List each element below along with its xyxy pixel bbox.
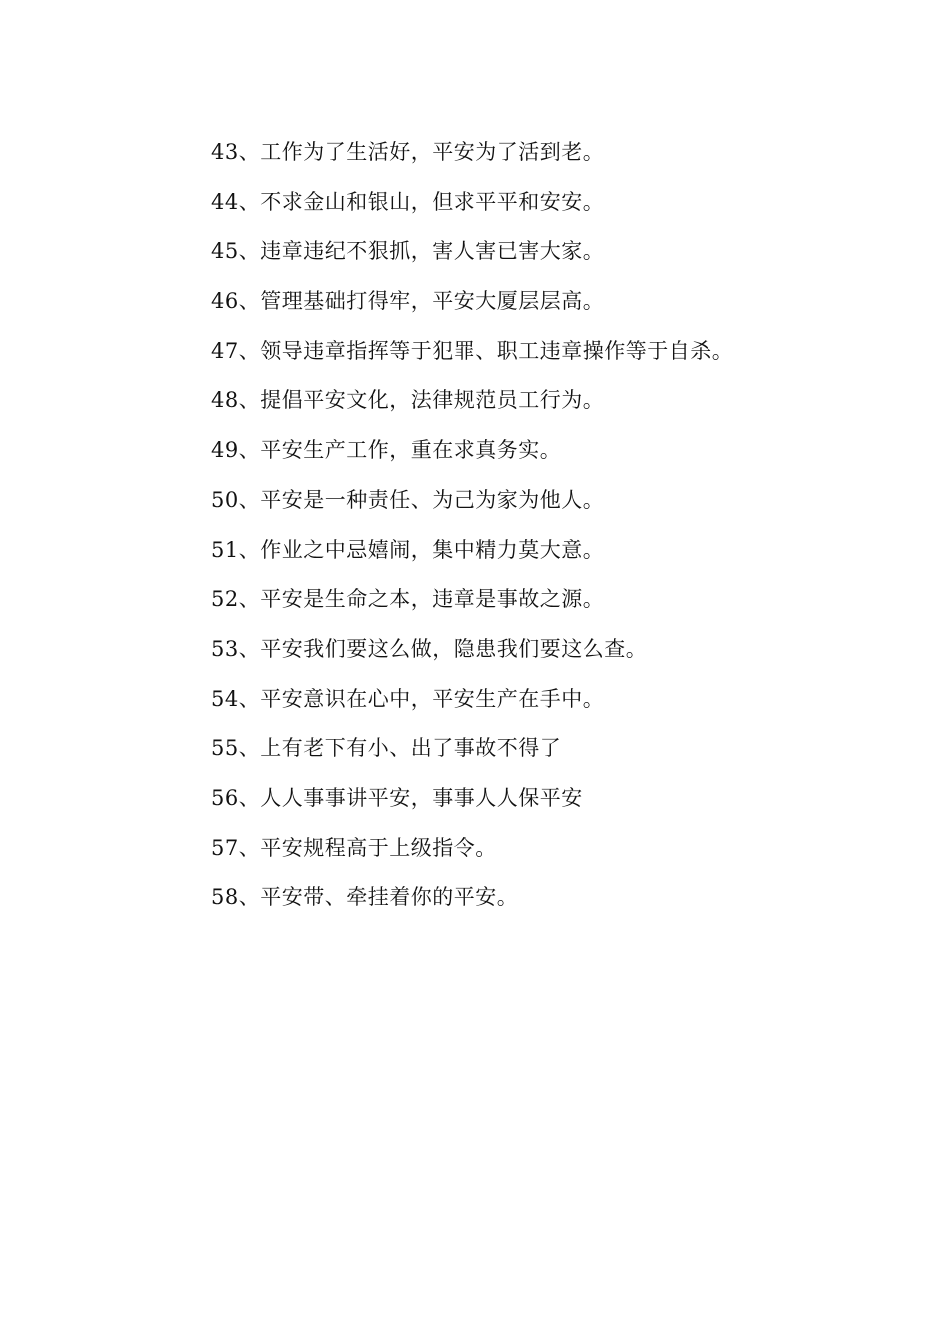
list-item: 54、平安意识在心中，平安生产在手中。 (211, 686, 605, 711)
list-item: 51、作业之中忌嬉闹，集中精力莫大意。 (211, 537, 605, 562)
list-item: 48、提倡平安文化，法律规范员工行为。 (211, 388, 605, 413)
list-item: 57、平安规程高于上级指令。 (211, 835, 497, 860)
list-item: 55、上有老下有小、出了事故不得了 (211, 736, 562, 761)
list-item: 49、平安生产工作，重在求真务实。 (211, 438, 562, 463)
list-item: 46、管理基础打得牢，平安大厦层层高。 (211, 289, 605, 314)
list-item: 44、不求金山和银山，但求平平和安安。 (211, 189, 605, 214)
list-item: 45、违章违纪不狠抓，害人害已害大家。 (211, 239, 605, 264)
list-item: 58、平安带、牵挂着你的平安。 (211, 885, 519, 910)
list-item: 56、人人事事讲平安，事事人人保平安 (211, 785, 583, 810)
list-item: 52、平安是生命之本，违章是事故之源。 (211, 587, 605, 612)
list-item: 43、工作为了生活好，平安为了活到老。 (211, 140, 605, 164)
list-item: 53、平安我们要这么做，隐患我们要这么查。 (211, 636, 648, 661)
slogan-list (211, 134, 733, 929)
list-item: 47、领导违章指挥等于犯罪、职工违章操作等于自杀。 (211, 338, 734, 363)
list-item: 50、平安是一种责任、为己为家为他人。 (211, 487, 605, 512)
